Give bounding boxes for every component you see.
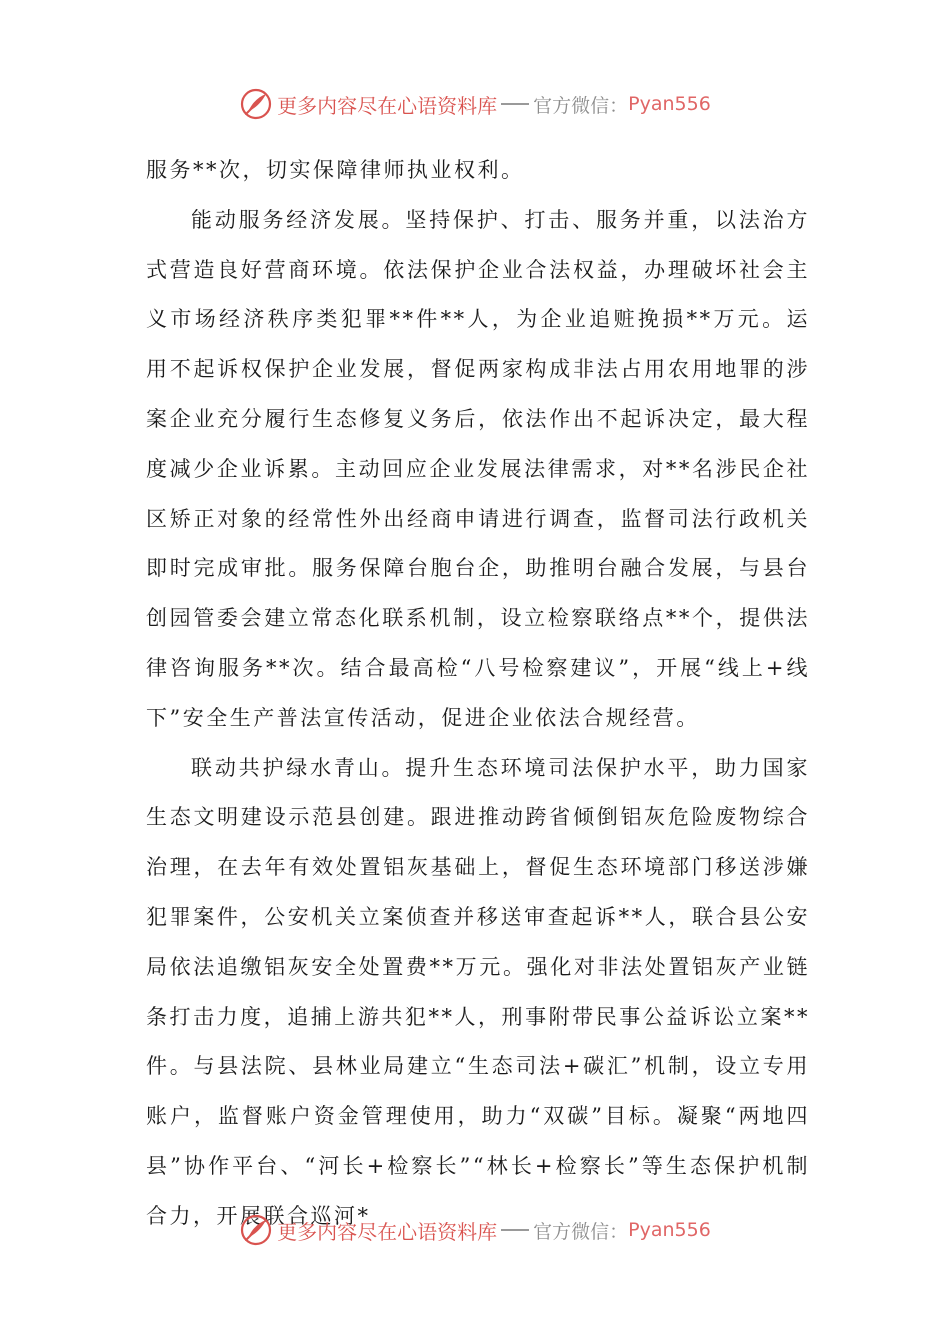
banner-brand-text: 更多内容尽在心语资料库 [277,93,498,118]
quill-logo-icon [239,87,273,121]
document-body [146,146,810,1242]
banner-wechat-label: 官方微信： [533,1220,629,1243]
quill-logo-icon [239,1213,273,1247]
banner-wechat-id: Pyan556 [628,1219,711,1241]
footer-watermark-banner [0,1210,950,1250]
paragraph-1: 服务**次，切实保障律师执业权利。 [146,158,525,182]
banner-wechat-id: Pyan556 [628,93,711,115]
paragraph-2: 能动服务经济发展。坚持保护、打击、服务并重，以法治方式营造良好营商环境。依法保护企业合法权益，办理破坏社会主义市场经济秩序类犯罪**件**人，为企业追赃挽损**万元。运用不起诉权保护企业发展，督促两家构成非法占用农用地罪的涉案企业充分履行生态修复义务后，依法作出不起诉决定，最大程度减少企业诉累。主动回应企业发展法律需求，对**名涉民企社区矫正对象的经常性外出经商申请进行调查，监督司法行政机关即时完成审批。服务保障台胞台企，助推明台融合发展，与县台创园管委会建立常态化联系机制，设立检察联络点**个，提供法律咨询服务**次。结合最高检“八号检察建议”，开展“线上+线下”安全生产普法宣传活动，促进企业依法合规经营。 [146,207,810,730]
header-watermark-banner [0,84,950,124]
banner-brand-text: 更多内容尽在心语资料库 [277,1219,498,1244]
banner-wechat-label: 官方微信： [533,94,629,117]
paragraph-3: 联动共护绿水青山。提升生态环境司法保护水平，助力国家生态文明建设示范县创建。跟进推动跨省倾倒铝灰危险废物综合治理，在去年有效处置铝灰基础上，督促生态环境部门移送涉嫌犯罪案件，公安机关立案侦查并移送审查起诉**人，联合县公安局依法追缴铝灰安全处置费**万元。强化对非法处置铝灰产业链条打击力度，追捕上游共犯**人，刑事附带民事公益诉讼立案**件。与县法院、县林业局建立“生态司法+碳汇”机制，设立专用账户，监督账户资金管理使用，助力“双碳”目标。凝聚“两地四县”协作平台、“河长+检察长”“林长+检察长”等生态保护机制合力，开展联合巡河* [146,755,810,1228]
banner-dash [501,103,529,105]
banner-dash [501,1229,529,1231]
